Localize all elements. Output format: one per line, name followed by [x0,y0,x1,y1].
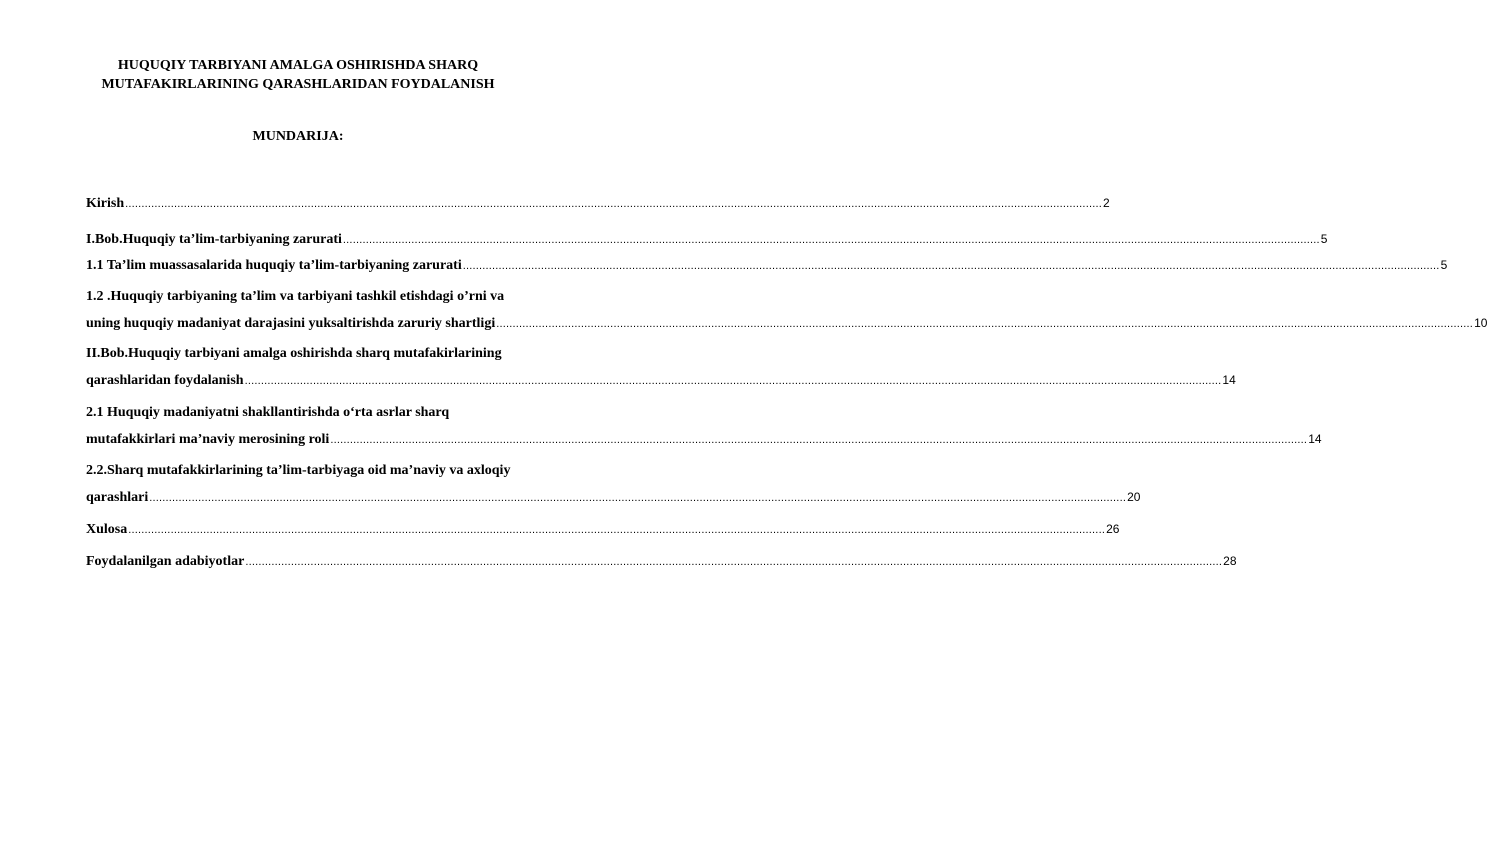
toc-dot-leader: ............................................................................................................................................................................................................................................................................................................ [330,434,1308,446]
toc-page-number: 14 [1308,432,1322,446]
toc-entry[interactable] [86,284,1487,336]
toc-entry[interactable] [86,548,1237,574]
toc-entry-line [86,400,552,426]
toc-entry-title: 2.2.Sharq mutafakkirlarining ta’lim-tarbiyaga oid ma’naviy va axloqiy [86,463,511,478]
toc-entry-title: uning huquqiy madaniyat darajasini yuksaltirishda zaruriy shartligi [86,316,496,331]
toc-entry-title: Kirish [86,196,125,211]
toc-entry-title: Xulosa [86,522,128,537]
toc-entry[interactable] [86,190,1110,216]
toc-page-number: 10 [1474,316,1487,330]
toc-entry-line [86,426,1322,452]
toc-page-number: 28 [1223,554,1237,568]
document-title [60,56,536,94]
toc-dot-leader: ............................................................................................................................................................................................................................................................................................................ [244,375,1222,387]
contents-heading: MUNDARIJA: [252,129,344,144]
toc-entry-title: 1.2 .Huquqiy tarbiyaning ta’lim va tarbiyani tashkil etishdagi o’rni va [86,289,505,304]
toc-entry-title: I.Bob.Huquqiy ta’lim-tarbiyaning zarurati [86,232,342,247]
toc-entry-title: mutafakkirlari ma’naviy merosining roli [86,432,330,447]
toc-dot-leader: ............................................................................................................................................................................................................................................................................................................ [149,492,1127,504]
toc-entry-line [86,516,1120,542]
toc-dot-leader: ............................................................................................................................................................................................................................................................................................................ [496,318,1474,330]
toc-entry-title: qarashlaridan foydalanish [86,373,244,388]
toc-dot-leader: ............................................................................................................................................................................................................................................................................................................ [128,524,1106,536]
toc-entry[interactable] [86,516,1120,542]
toc-entry[interactable] [86,252,1448,278]
toc-entry-title: 1.1 Ta’lim muassasalarida huquqiy ta’lim-tarbiyaning zarurati [86,258,462,273]
toc-page-number: 14 [1222,373,1236,387]
toc-entry-line [86,548,1237,574]
toc-entry-title: 2.1 Huquqiy madaniyatni shakllantirishda o‘rta asrlar sharq [86,405,450,420]
toc-page-number: 2 [1102,196,1110,210]
toc-entry-line [86,458,552,484]
title-line-2: MUTAFAKIRLARINING QARASHLARIDAN FOYDALANISH [101,77,495,92]
toc-entry-line [86,310,1487,336]
toc-dot-leader: ............................................................................................................................................................................................................................................................................................................ [245,556,1223,568]
toc-entry-line [86,284,552,310]
toc-page-number: 26 [1106,522,1120,536]
toc-entry-title: Foydalanilgan adabiyotlar [86,554,245,569]
toc-dot-leader: ............................................................................................................................................................................................................................................................................................................ [342,234,1320,246]
toc-entry-line [86,252,1448,278]
toc-entry-title: II.Bob.Huquqiy tarbiyani amalga oshirishda sharq mutafakirlarining [86,346,502,361]
toc-page-number: 5 [1320,232,1328,246]
toc-entry-line [86,484,1141,510]
toc-entry[interactable] [86,458,1141,510]
toc-page-number: 5 [1440,258,1448,272]
toc-entry[interactable] [86,400,1322,452]
toc-entry-line [86,190,1110,216]
toc-entry[interactable] [86,226,1328,252]
toc-dot-leader: ............................................................................................................................................................................................................................................................................................................ [462,260,1440,272]
toc-entry-title: qarashlari [86,490,149,505]
toc-entry[interactable] [86,341,1236,393]
toc-entry-line [86,226,1328,252]
toc-page-number: 20 [1127,490,1141,504]
toc-entry-line [86,367,1236,393]
toc-entry-line [86,341,552,367]
title-line-1: HUQUQIY TARBIYANI AMALGA OSHIRISHDA SHARQ [117,58,479,73]
toc-dot-leader: ............................................................................................................................................................................................................................................................................................................ [125,198,1102,210]
